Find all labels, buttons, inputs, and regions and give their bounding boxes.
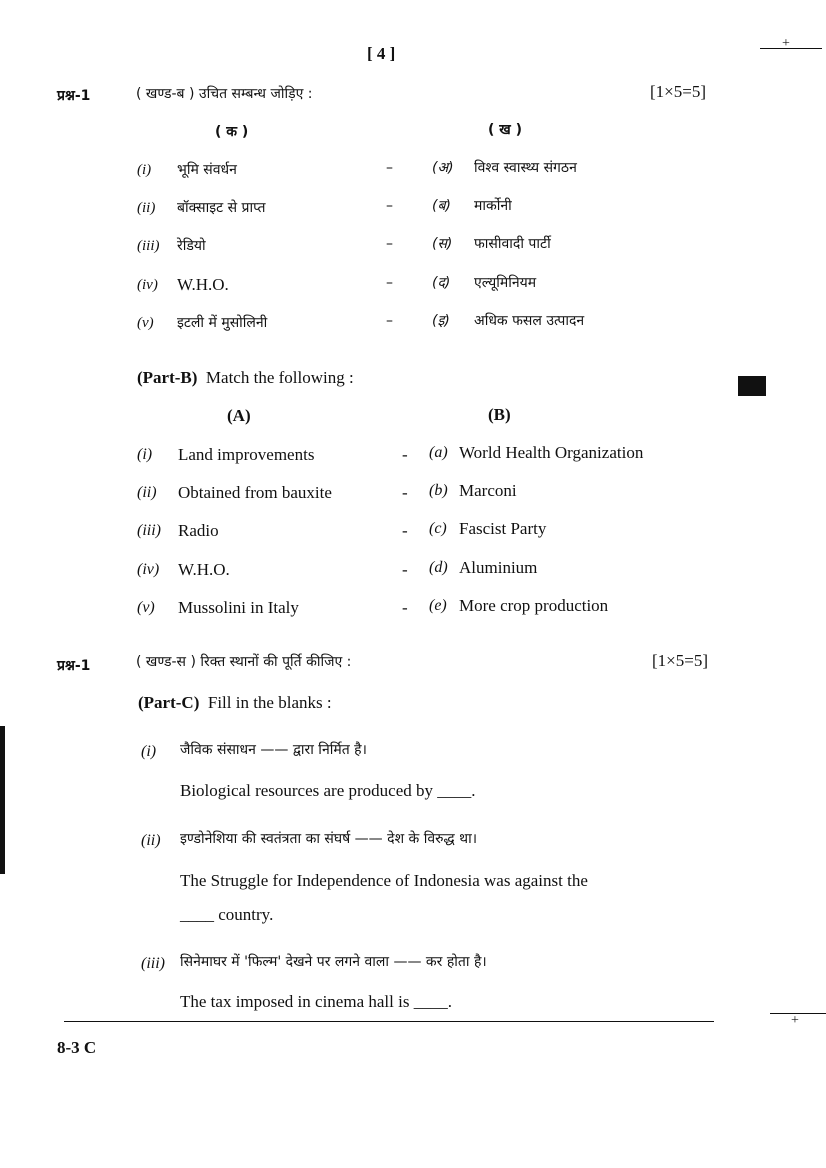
part-c-heading: (Part-C) Fill in the blanks : (138, 693, 332, 712)
section-c-heading: ( खण्ड-स ) रिक्त स्थानों की पूर्ति कीजिए : (136, 654, 352, 670)
page-number: [ 4 ] (367, 44, 396, 63)
scan-edge-artifact (0, 726, 5, 874)
col-a-header-english: (A) (227, 406, 251, 425)
col-b-header-hindi: ( ख ) (488, 122, 522, 138)
crop-mark-top (760, 48, 822, 49)
section-a-heading: ( खण्ड-ब ) उचित सम्बन्ध जोड़िए : (136, 86, 313, 102)
footer-rule (64, 1021, 714, 1022)
section-c-marks: [1×5=5] (652, 651, 708, 670)
page-tab-mark (738, 376, 766, 396)
section-b-heading: (Part-B) Match the following : (137, 368, 354, 387)
col-b-header-english: (B) (488, 405, 511, 424)
section-a-marks: [1×5=5] (650, 82, 706, 101)
crop-plus-bottom: + (791, 1013, 799, 1028)
footer-code: 8-3 C (57, 1038, 97, 1057)
question-label-a: प्रश्न-1 (57, 88, 91, 104)
col-a-header-hindi: ( क ) (215, 124, 249, 140)
question-label-c: प्रश्न-1 (57, 658, 91, 674)
crop-plus-top: + (782, 36, 790, 51)
